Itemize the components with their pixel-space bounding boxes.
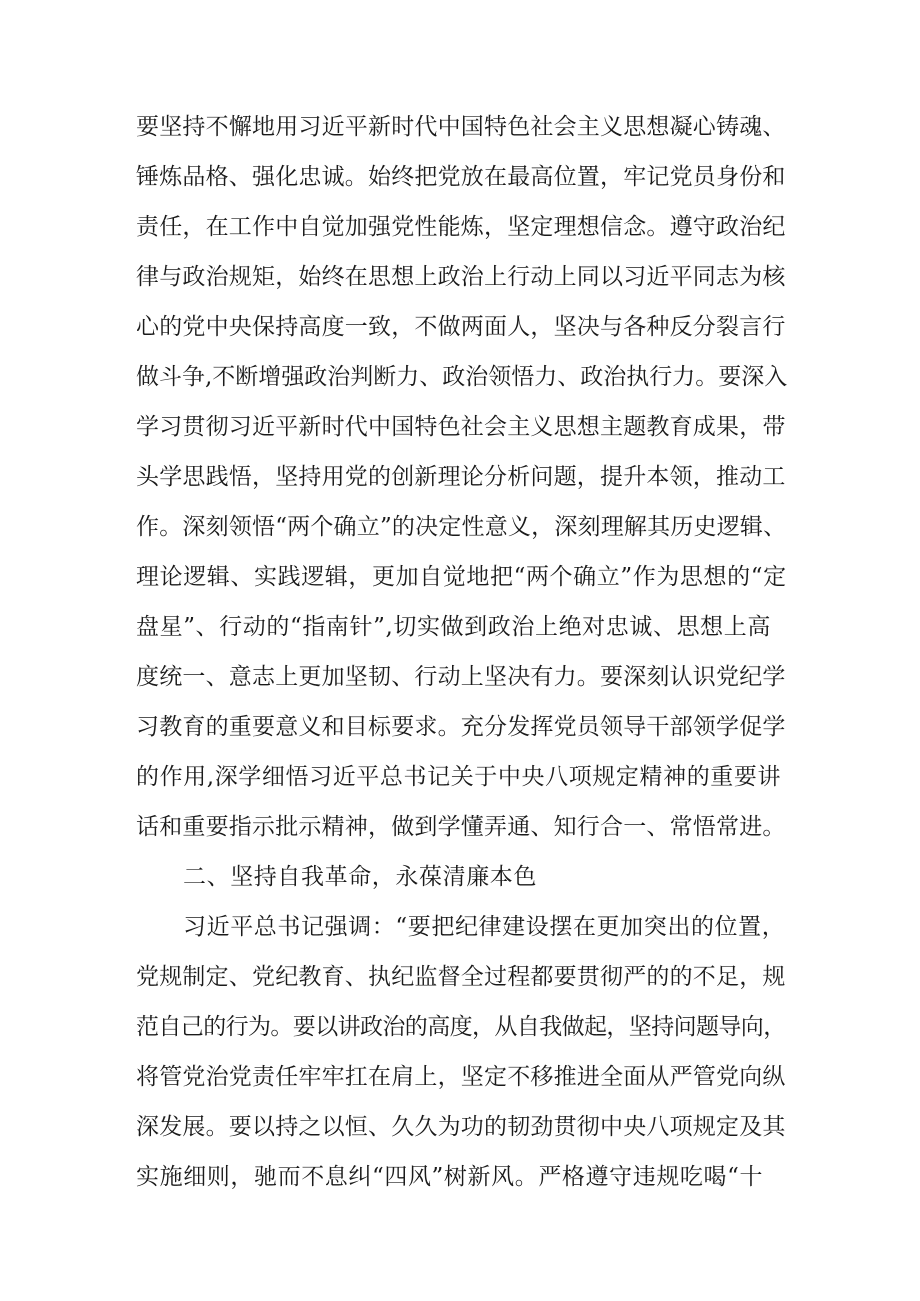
text-line: 党规制定、党纪教育、执纪监督全过程都要贯彻严的的不足，规 — [136, 964, 786, 990]
text-line: 范自己的行为。要以讲政治的高度，从自我做起，坚持问题导向， — [136, 1014, 786, 1040]
text-line: 习近平总书记强调：“要把纪律建设摆在更加突出的位置， — [183, 914, 786, 940]
text-line: 律与政治规矩，始终在思想上政治上行动上同以习近平同志为核 — [136, 264, 786, 290]
text-line: 作。深刻领悟“两个确立”的决定性意义，深刻理解其历史逻辑、 — [136, 514, 787, 540]
text-line: 头学思践悟，坚持用党的创新理论分析问题，提升本领，推动工 — [136, 464, 786, 490]
text-line: 要坚持不懈地用习近平新时代中国特色社会主义思想凝心铸魂、 — [136, 114, 786, 140]
text-line: 锤炼品格、强化忠诚。始终把党放在最高位置，牢记党员身份和 — [136, 164, 786, 190]
text-line: 做斗争,不断增强政治判断力、政治领悟力、政治执行力。要深入 — [136, 364, 788, 390]
text-line: 理论逻辑、实践逻辑，更加自觉地把“两个确立”作为思想的“定 — [136, 564, 787, 590]
text-line: 学习贯彻习近平新时代中国特色社会主义思想主题教育成果，带 — [136, 414, 786, 440]
text-line: 话和重要指示批示精神，做到学懂弄通、知行合一、常悟常进。 — [136, 814, 786, 840]
text-line: 的作用,深学细悟习近平总书记关于中央八项规定精神的重要讲 — [136, 764, 782, 790]
text-line: 深发展。要以持之以恒、久久为功的韧劲贯彻中央八项规定及其 — [136, 1114, 786, 1140]
text-line: 实施细则，驰而不息纠“四风”树新风。严格遵守违规吃喝“十 — [136, 1164, 764, 1190]
text-line: 将管党治党责任牢牢扛在肩上，坚定不移推进全面从严管党向纵 — [136, 1064, 786, 1090]
text-line: 习教育的重要意义和目标要求。充分发挥党员领导干部领学促学 — [136, 714, 786, 740]
text-line: 心的党中央保持高度一致，不做两面人，坚决与各种反分裂言行 — [136, 314, 786, 340]
text-line: 责任，在工作中自觉加强党性能炼，坚定理想信念。遵守政治纪 — [136, 214, 786, 240]
section-heading: 二、坚持自我革命，永葆清廉本色 — [183, 864, 537, 890]
text-line: 盘星”、行动的“指南针”,切实做到政治上绝对忠诚、思想上高 — [136, 614, 771, 640]
text-line: 度统一、意志上更加坚韧、行动上坚决有力。要深刻认识党纪学 — [136, 664, 786, 690]
